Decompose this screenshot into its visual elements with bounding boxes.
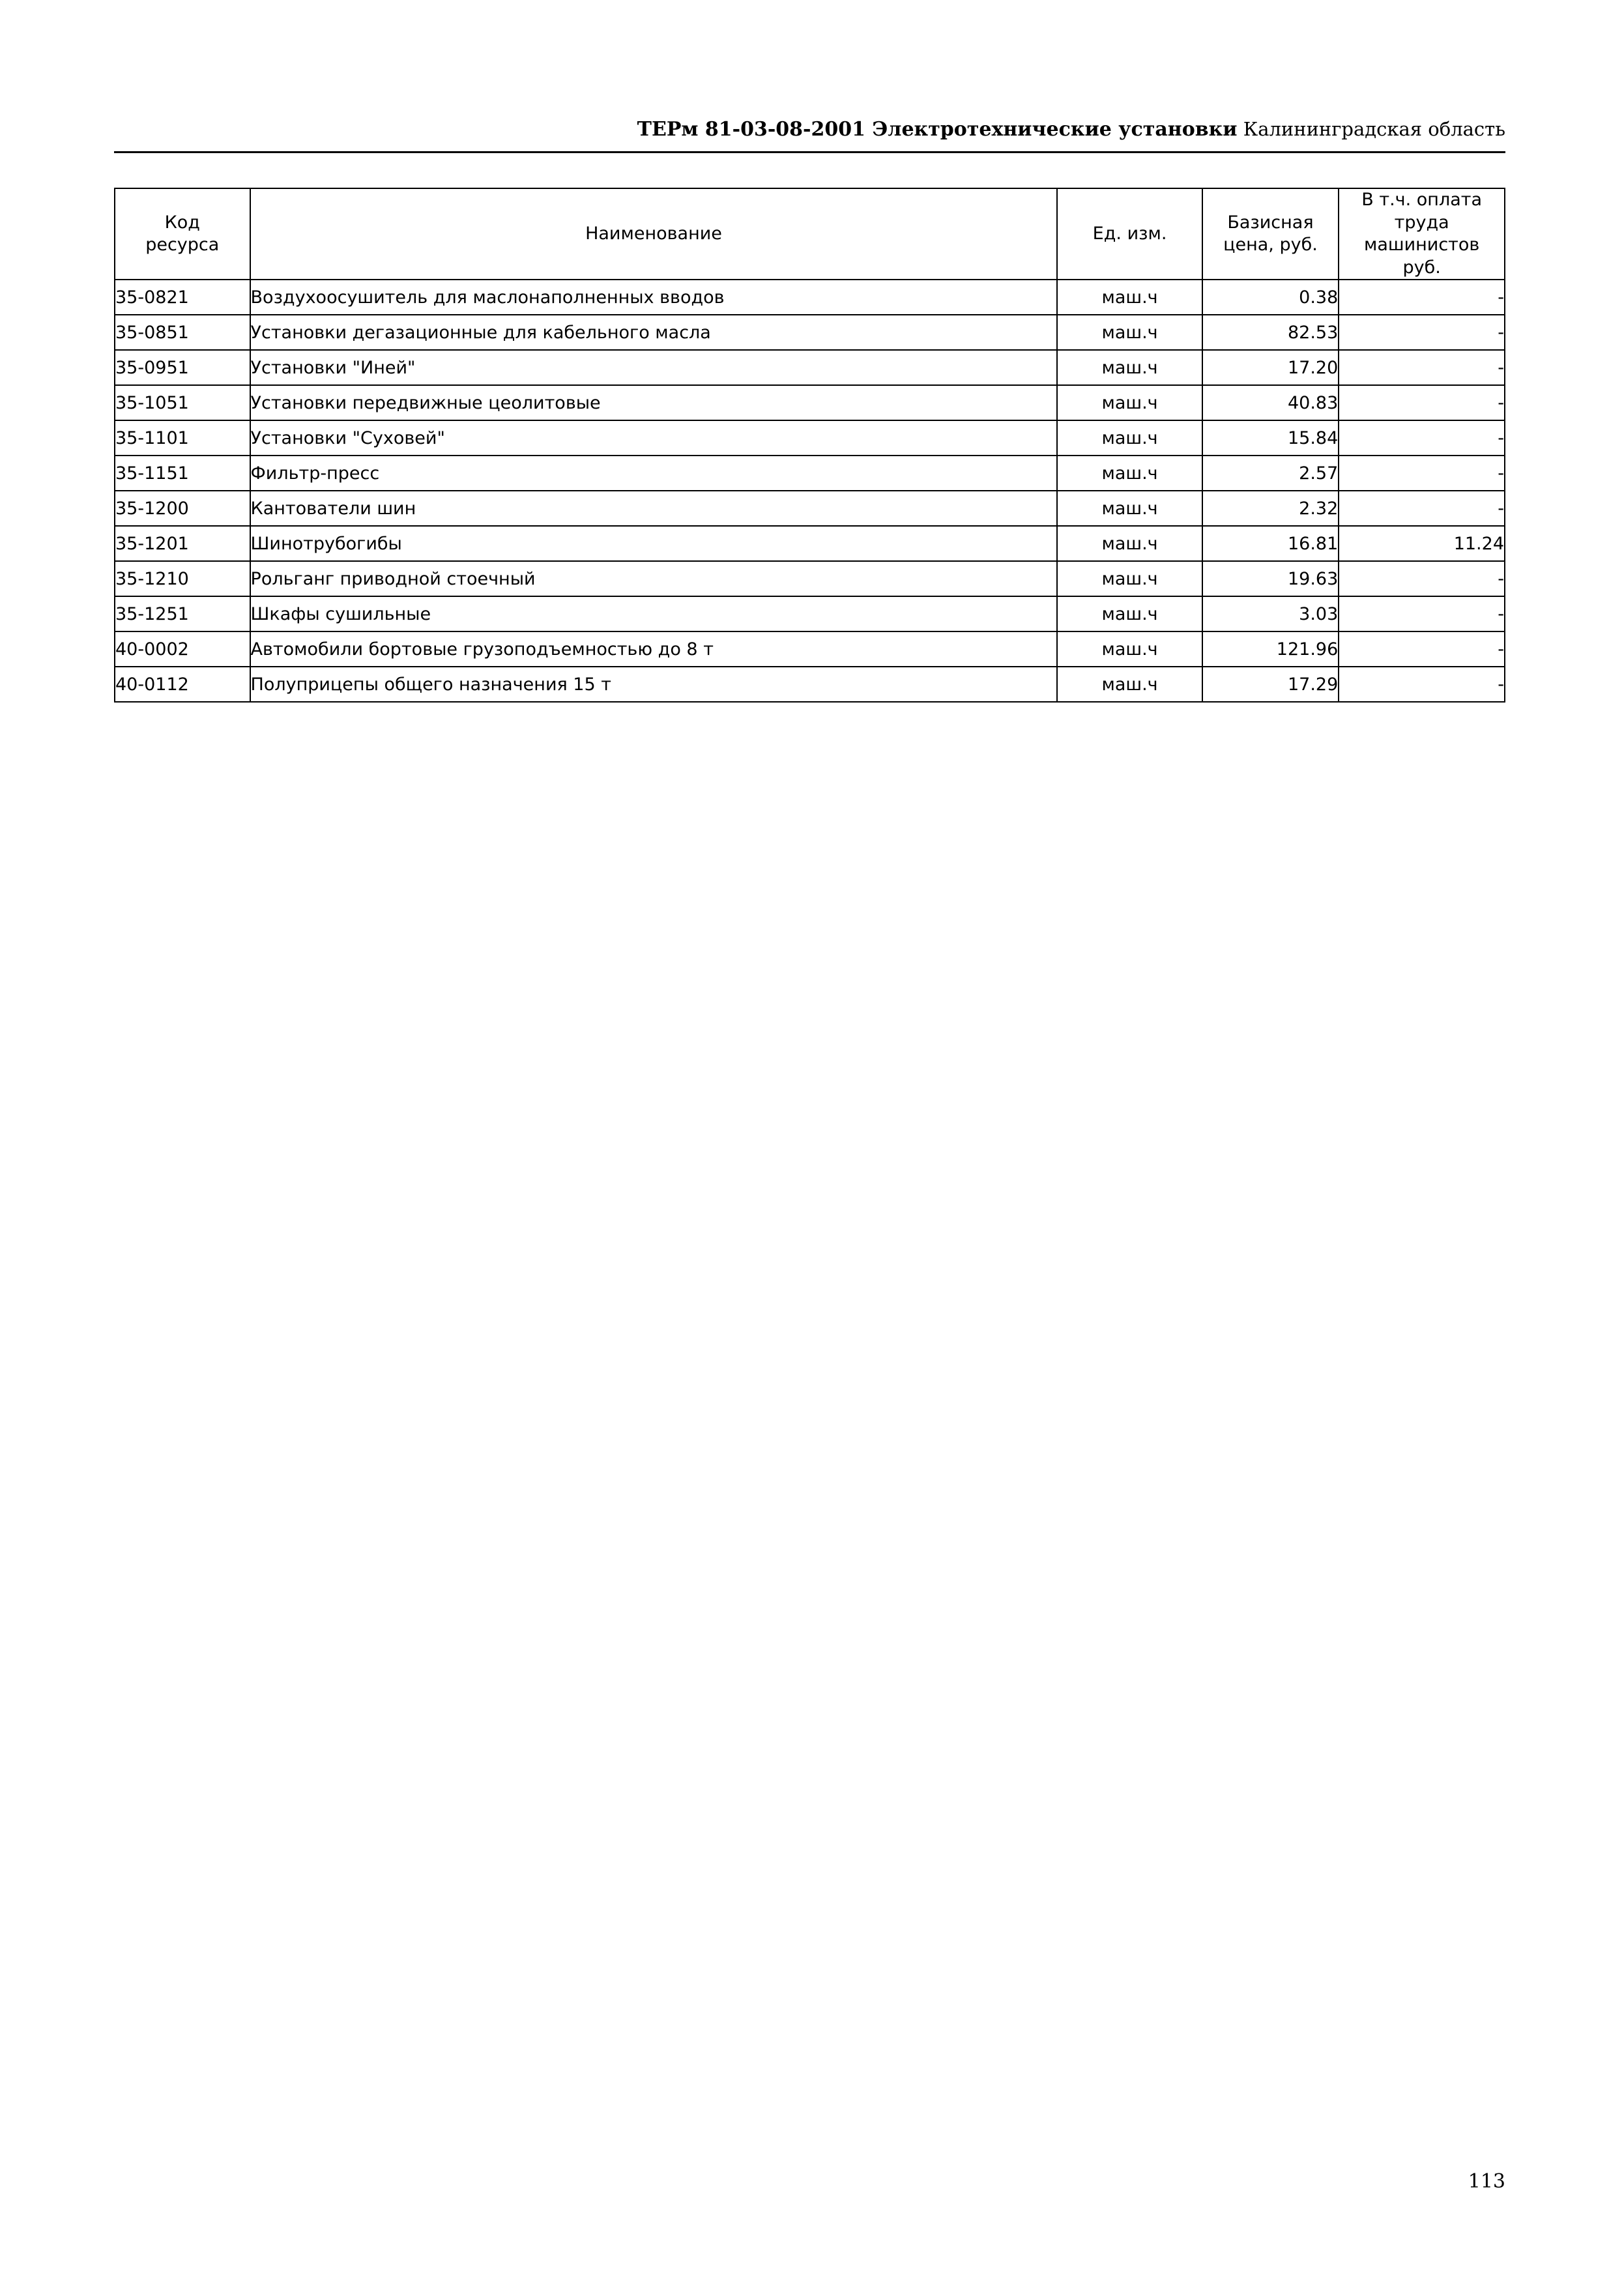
cell-code: 35-1251 bbox=[115, 596, 250, 631]
cell-price: 0.38 bbox=[1202, 280, 1339, 315]
cell-labor: - bbox=[1339, 667, 1505, 702]
cell-name: Шкафы сушильные bbox=[250, 596, 1058, 631]
header-title-region: Калининградская область bbox=[1237, 118, 1505, 140]
cell-labor: - bbox=[1339, 315, 1505, 350]
cell-unit: маш.ч bbox=[1057, 596, 1202, 631]
cell-labor: - bbox=[1339, 420, 1505, 456]
cell-unit: маш.ч bbox=[1057, 491, 1202, 526]
cell-price: 19.63 bbox=[1202, 561, 1339, 596]
cell-labor: 11.24 bbox=[1339, 526, 1505, 561]
resource-price-table bbox=[114, 188, 1505, 703]
header-title-bold: ТЕРм 81-03-08-2001 Электротехнические установки bbox=[637, 118, 1238, 141]
table-row bbox=[115, 667, 1505, 702]
cell-code: 35-1210 bbox=[115, 561, 250, 596]
table-row bbox=[115, 561, 1505, 596]
cell-labor: - bbox=[1339, 561, 1505, 596]
cell-unit: маш.ч bbox=[1057, 385, 1202, 420]
column-header-price-line1: Базисная bbox=[1227, 212, 1314, 233]
cell-labor: - bbox=[1339, 385, 1505, 420]
cell-name: Автомобили бортовые грузоподъемностью до 8 т bbox=[250, 631, 1058, 667]
column-header-code-line2: ресурса bbox=[145, 235, 220, 255]
table-row bbox=[115, 385, 1505, 420]
cell-labor: - bbox=[1339, 350, 1505, 385]
cell-name: Фильтр-пресс bbox=[250, 456, 1058, 491]
column-header-labor-line2: труда bbox=[1394, 212, 1449, 233]
cell-labor: - bbox=[1339, 491, 1505, 526]
cell-unit: маш.ч bbox=[1057, 350, 1202, 385]
column-header-code bbox=[115, 188, 250, 280]
column-header-labor-line3: машинистов bbox=[1363, 235, 1480, 255]
cell-price: 121.96 bbox=[1202, 631, 1339, 667]
cell-code: 35-1201 bbox=[115, 526, 250, 561]
column-header-code-line1: Код bbox=[164, 212, 200, 233]
table-row bbox=[115, 280, 1505, 315]
cell-labor: - bbox=[1339, 456, 1505, 491]
column-header-price bbox=[1202, 188, 1339, 280]
cell-name: Шинотрубогибы bbox=[250, 526, 1058, 561]
cell-code: 40-0112 bbox=[115, 667, 250, 702]
cell-price: 2.57 bbox=[1202, 456, 1339, 491]
cell-unit: маш.ч bbox=[1057, 280, 1202, 315]
table-row bbox=[115, 350, 1505, 385]
cell-unit: маш.ч bbox=[1057, 631, 1202, 667]
table-body bbox=[115, 280, 1505, 702]
cell-code: 35-0851 bbox=[115, 315, 250, 350]
table-header-row bbox=[115, 188, 1505, 280]
cell-code: 35-0951 bbox=[115, 350, 250, 385]
cell-labor: - bbox=[1339, 631, 1505, 667]
cell-price: 16.81 bbox=[1202, 526, 1339, 561]
column-header-labor-line1: В т.ч. оплата bbox=[1361, 190, 1483, 210]
cell-price: 2.32 bbox=[1202, 491, 1339, 526]
cell-unit: маш.ч bbox=[1057, 561, 1202, 596]
cell-unit: маш.ч bbox=[1057, 526, 1202, 561]
cell-code: 35-1151 bbox=[115, 456, 250, 491]
cell-name: Установки передвижные цеолитовые bbox=[250, 385, 1058, 420]
cell-code: 35-0821 bbox=[115, 280, 250, 315]
cell-unit: маш.ч bbox=[1057, 420, 1202, 456]
cell-name: Полуприцепы общего назначения 15 т bbox=[250, 667, 1058, 702]
cell-price: 3.03 bbox=[1202, 596, 1339, 631]
page-header bbox=[114, 117, 1505, 142]
cell-code: 35-1200 bbox=[115, 491, 250, 526]
header-divider bbox=[114, 151, 1505, 153]
cell-price: 17.29 bbox=[1202, 667, 1339, 702]
cell-price: 40.83 bbox=[1202, 385, 1339, 420]
table-row bbox=[115, 526, 1505, 561]
table-row bbox=[115, 631, 1505, 667]
table-row bbox=[115, 596, 1505, 631]
table-row bbox=[115, 456, 1505, 491]
cell-price: 82.53 bbox=[1202, 315, 1339, 350]
column-header-name: Наименование bbox=[250, 188, 1058, 280]
cell-code: 35-1051 bbox=[115, 385, 250, 420]
table-row bbox=[115, 491, 1505, 526]
cell-unit: маш.ч bbox=[1057, 315, 1202, 350]
cell-name: Рольганг приводной стоечный bbox=[250, 561, 1058, 596]
cell-labor: - bbox=[1339, 596, 1505, 631]
cell-name: Кантователи шин bbox=[250, 491, 1058, 526]
cell-name: Установки "Суховей" bbox=[250, 420, 1058, 456]
cell-price: 15.84 bbox=[1202, 420, 1339, 456]
table-header bbox=[115, 188, 1505, 280]
cell-code: 35-1101 bbox=[115, 420, 250, 456]
cell-unit: маш.ч bbox=[1057, 456, 1202, 491]
column-header-unit: Ед. изм. bbox=[1057, 188, 1202, 280]
table-row bbox=[115, 420, 1505, 456]
column-header-labor bbox=[1339, 188, 1505, 280]
page-number: 113 bbox=[1468, 2170, 1505, 2193]
cell-name: Установки "Иней" bbox=[250, 350, 1058, 385]
column-header-price-line2: цена, руб. bbox=[1223, 235, 1318, 255]
cell-code: 40-0002 bbox=[115, 631, 250, 667]
cell-unit: маш.ч bbox=[1057, 667, 1202, 702]
column-header-labor-line4: руб. bbox=[1402, 257, 1441, 278]
cell-name: Воздухоосушитель для маслонаполненных вводов bbox=[250, 280, 1058, 315]
cell-name: Установки дегазационные для кабельного масла bbox=[250, 315, 1058, 350]
table-row bbox=[115, 315, 1505, 350]
cell-labor: - bbox=[1339, 280, 1505, 315]
cell-price: 17.20 bbox=[1202, 350, 1339, 385]
